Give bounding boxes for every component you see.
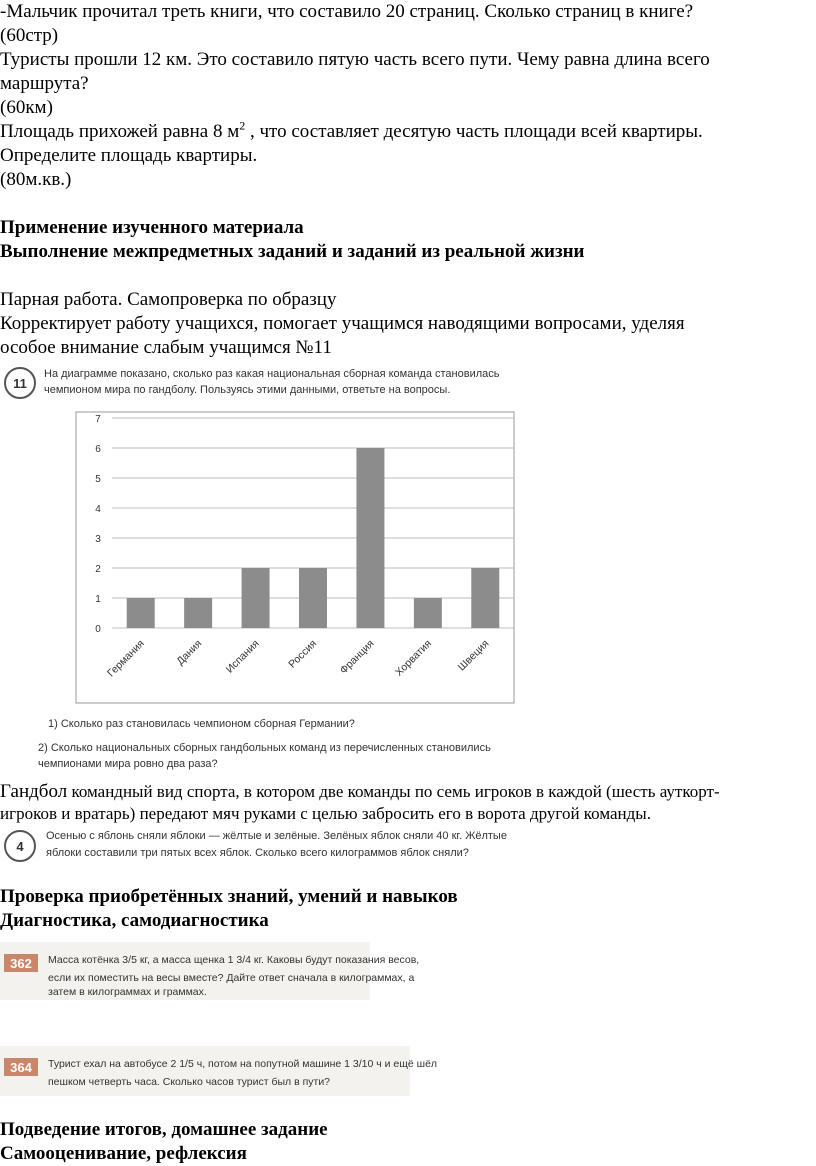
task-11-question2-line1: 2) Сколько национальных сборных гандбольных команд из перечисленных становились [38, 742, 491, 754]
teacher-desc-line2: особое внимание слабым учащимся №11 [0, 337, 332, 358]
x-tick-label: Испания [223, 637, 262, 676]
handball-term: Гандбол [0, 781, 68, 802]
question-route-line2: маршрута? [0, 73, 89, 94]
question-area-line2: Определите площадь квартиры. [0, 145, 258, 166]
handball-definition-line2: игроков и вратарь) передают мяч руками с целью забросить его в ворота другой команды. [0, 804, 651, 823]
section-subheading-reflection: Самооценивание, рефлексия [0, 1143, 247, 1164]
task-364-text1: Турист ехал на автобусе 2 1/5 ч, потом на попутной машине 1 3/10 ч и ещё шёл [48, 1058, 438, 1070]
task-362-text1: Масса котёнка 3/5 кг, а масса щенка 1 3/4 кг. Каковы будут показания весов, [48, 954, 420, 966]
section-heading-check: Проверка приобретённых знаний, умений и навыков [0, 886, 458, 907]
task-11-badge: 11 [4, 367, 36, 399]
answer-area: (80м.кв.) [0, 169, 72, 190]
x-tick-label: Германия [105, 637, 147, 680]
bar [127, 598, 155, 628]
x-tick-label: Россия [286, 637, 320, 671]
task-4-text1: Осенью с яблонь сняли яблоки — жёлтые и зелёные. Зелёных яблок сняли 40 кг. Жёлтые [46, 830, 507, 842]
y-tick-label: 4 [95, 504, 101, 515]
handball-def1: командный вид спорта, в котором две команды по семь игроков в каждой (шесть ауткорт- [67, 782, 720, 801]
bar [471, 568, 499, 628]
question-area-line1 [0, 120, 703, 144]
bar-chart-svg [74, 410, 516, 705]
y-tick-label: 3 [95, 534, 101, 545]
question-book-pages: -Мальчик прочитал треть книги, что составило 20 страниц. Сколько страниц в книге? [0, 1, 694, 22]
task-364-text2: пешком четверть часа. Сколько часов турист был в пути? [48, 1076, 331, 1088]
area-text-post: , что составляет десятую часть площади всей квартиры. [245, 121, 703, 142]
x-tick-label: Дания [174, 637, 205, 668]
bar [299, 568, 327, 628]
pair-work-text: Парная работа. Самопроверка по образцу [0, 289, 337, 310]
x-tick-label: Хорватия [392, 637, 434, 679]
x-tick-label: Швеция [455, 637, 492, 674]
section-subheading-tasks: Выполнение межпредметных заданий и заданий из реальной жизни [0, 241, 585, 262]
answer-book-pages: (60стр) [0, 25, 59, 46]
y-tick-label: 2 [95, 564, 101, 575]
y-tick-label: 0 [95, 624, 101, 635]
handball-chart [74, 410, 516, 705]
teacher-desc-line1: Корректирует работу учащихся, помогает учащимся наводящими вопросами, уделяя [0, 313, 685, 334]
y-tick-label: 6 [95, 444, 101, 455]
task-4-text2: яблоки составили три пятых всех яблок. Сколько всего килограммов яблок сняли? [46, 847, 469, 859]
y-tick-label: 5 [95, 474, 101, 485]
x-tick-label: Франция [337, 637, 377, 677]
task-11-text1: На диаграмме показано, сколько раз какая национальная сборная команда становилась [44, 368, 500, 380]
bar [242, 568, 270, 628]
bar [356, 448, 384, 628]
bar [414, 598, 442, 628]
section-heading-summary: Подведение итогов, домашнее задание [0, 1119, 328, 1140]
section-subheading-diagnostics: Диагностика, самодиагностика [0, 910, 269, 931]
answer-route: (60км) [0, 97, 53, 118]
task-11-text2: чемпионом мира по гандболу. Пользуясь этими данными, ответьте на вопросы. [44, 384, 451, 396]
task-364-number: 364 [4, 1058, 38, 1076]
task-362-text2: если их поместить на весы вместе? Дайте ответ сначала в килограммах, а [48, 972, 415, 984]
task-11-question1: 1) Сколько раз становилась чемпионом сборная Германии? [48, 718, 355, 730]
y-tick-label: 7 [95, 414, 101, 425]
handball-definition-line1 [0, 780, 720, 804]
bar [184, 598, 212, 628]
task-362-number: 362 [4, 954, 38, 972]
area-unit-sup: 2 [239, 118, 246, 133]
task-4-badge: 4 [4, 830, 36, 862]
question-route-line1: Туристы прошли 12 км. Это составило пятую часть всего пути. Чему равна длина всего [0, 49, 710, 70]
section-heading-application: Применение изученного материала [0, 217, 304, 238]
task-364-scan [0, 1046, 438, 1096]
area-text-pre: Площадь прихожей равна 8 м [0, 121, 240, 142]
task-11-question2-line2: чемпионами мира ровно два раза? [38, 758, 218, 770]
y-tick-label: 1 [95, 594, 101, 605]
task-362-text3: затем в килограммах и граммах. [48, 986, 207, 998]
task-362-scan [0, 942, 420, 1000]
